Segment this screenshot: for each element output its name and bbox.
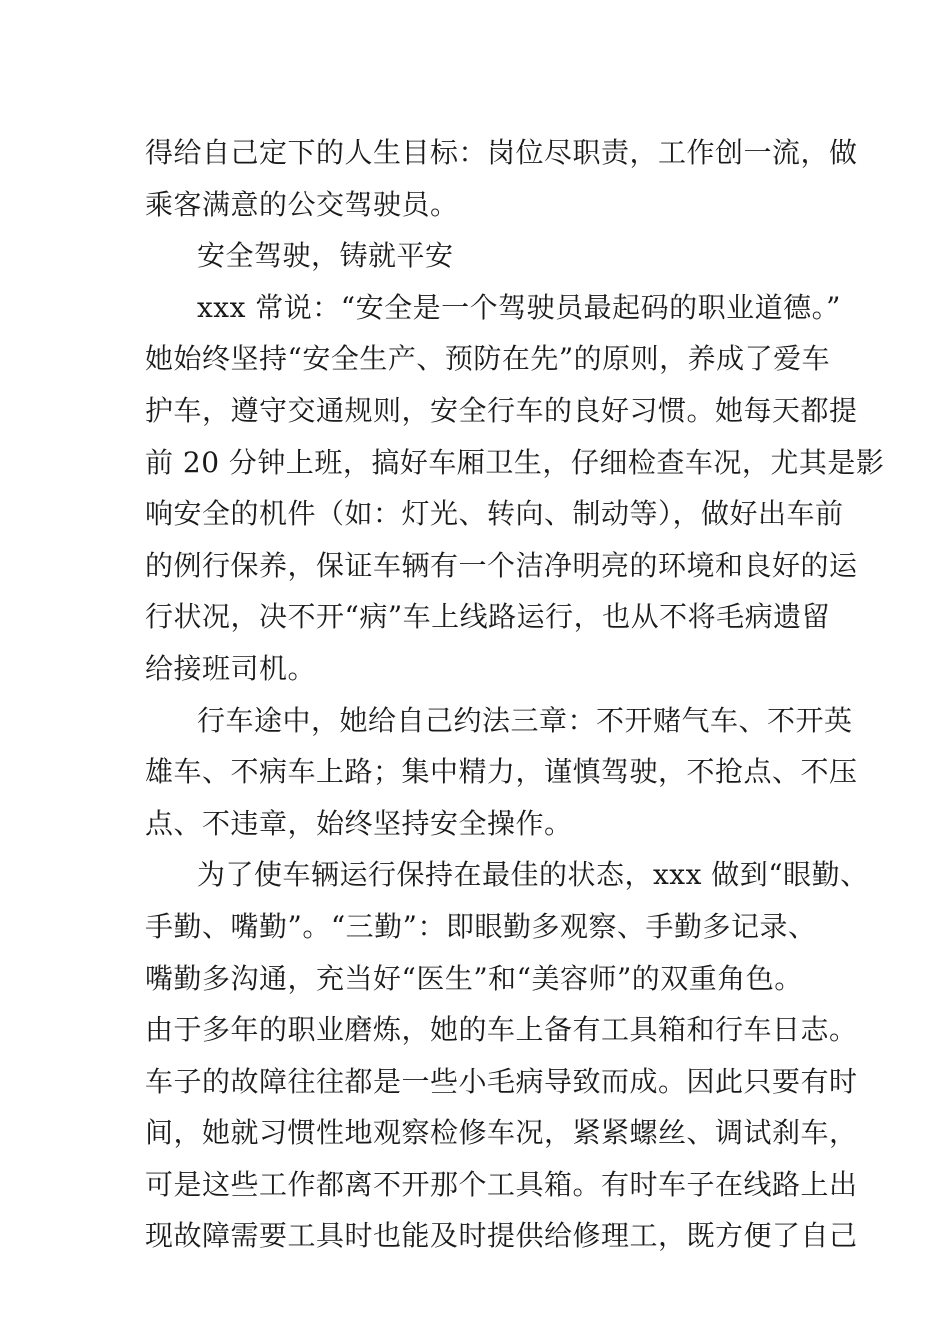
text-line: 现故障需要工具时也能及时提供给修理工，既方便了自己 — [145, 1219, 858, 1253]
text-line: 可是这些工作都离不开那个工具箱。有时车子在线路上出 — [145, 1167, 858, 1201]
text-line: 响安全的机件（如：灯光、转向、制动等），做好出车前 — [145, 497, 844, 531]
text-line: 她始终坚持“安全生产、预防在先”的原则，养成了爱车 — [145, 342, 831, 376]
text-line: 得给自己定下的人生目标：岗位尽职责，工作创一流，做 — [145, 136, 858, 169]
text-line: 为了使车辆运行保持在最佳的状态，xxx 做到“眼勤、 — [197, 858, 869, 892]
text-line: 车子的故障往往都是一些小毛病导致而成。因此只要有时 — [145, 1064, 858, 1098]
text-line: 雄车、不病车上路；集中精力，谨慎驾驶，不抢点、不压 — [145, 755, 858, 789]
text-line: 前 20 分钟上班，搞好车厢卫生，仔细检查车况，尤其是影 — [145, 445, 885, 479]
text-line: 行车途中，她给自己约法三章：不开赌气车、不开英 — [197, 703, 853, 737]
text-line: 给接班司机。 — [145, 651, 317, 685]
document-body — [145, 127, 885, 1262]
section-heading: 安全驾驶，铸就平安 — [197, 239, 454, 273]
text-line: 的例行保养，保证车辆有一个洁净明亮的环境和良好的运 — [145, 548, 858, 582]
text-line: 点、不违章，始终坚持安全操作。 — [145, 806, 573, 840]
text-line: 护车，遵守交通规则，安全行车的良好习惯。她每天都提 — [145, 393, 858, 427]
text-line: 嘴勤多沟通，充当好“医生”和“美容师”的双重角色。 — [145, 961, 803, 995]
text-line: 行状况，决不开“病”车上线路运行，也从不将毛病遗留 — [145, 600, 831, 634]
text-line: 乘客满意的公交驾驶员。 — [145, 187, 459, 221]
text-line: 间，她就习惯性地观察检修车况，紧紧螺丝、调试刹车， — [145, 1116, 858, 1150]
text-line: xxx 常说：“安全是一个驾驶员最起码的职业道德。” — [197, 290, 841, 324]
text-line: 由于多年的职业磨炼，她的车上备有工具箱和行车日志。 — [145, 1013, 858, 1047]
text-line: 手勤、嘴勤”。“三勤”：即眼勤多观察、手勤多记录、 — [145, 909, 817, 943]
